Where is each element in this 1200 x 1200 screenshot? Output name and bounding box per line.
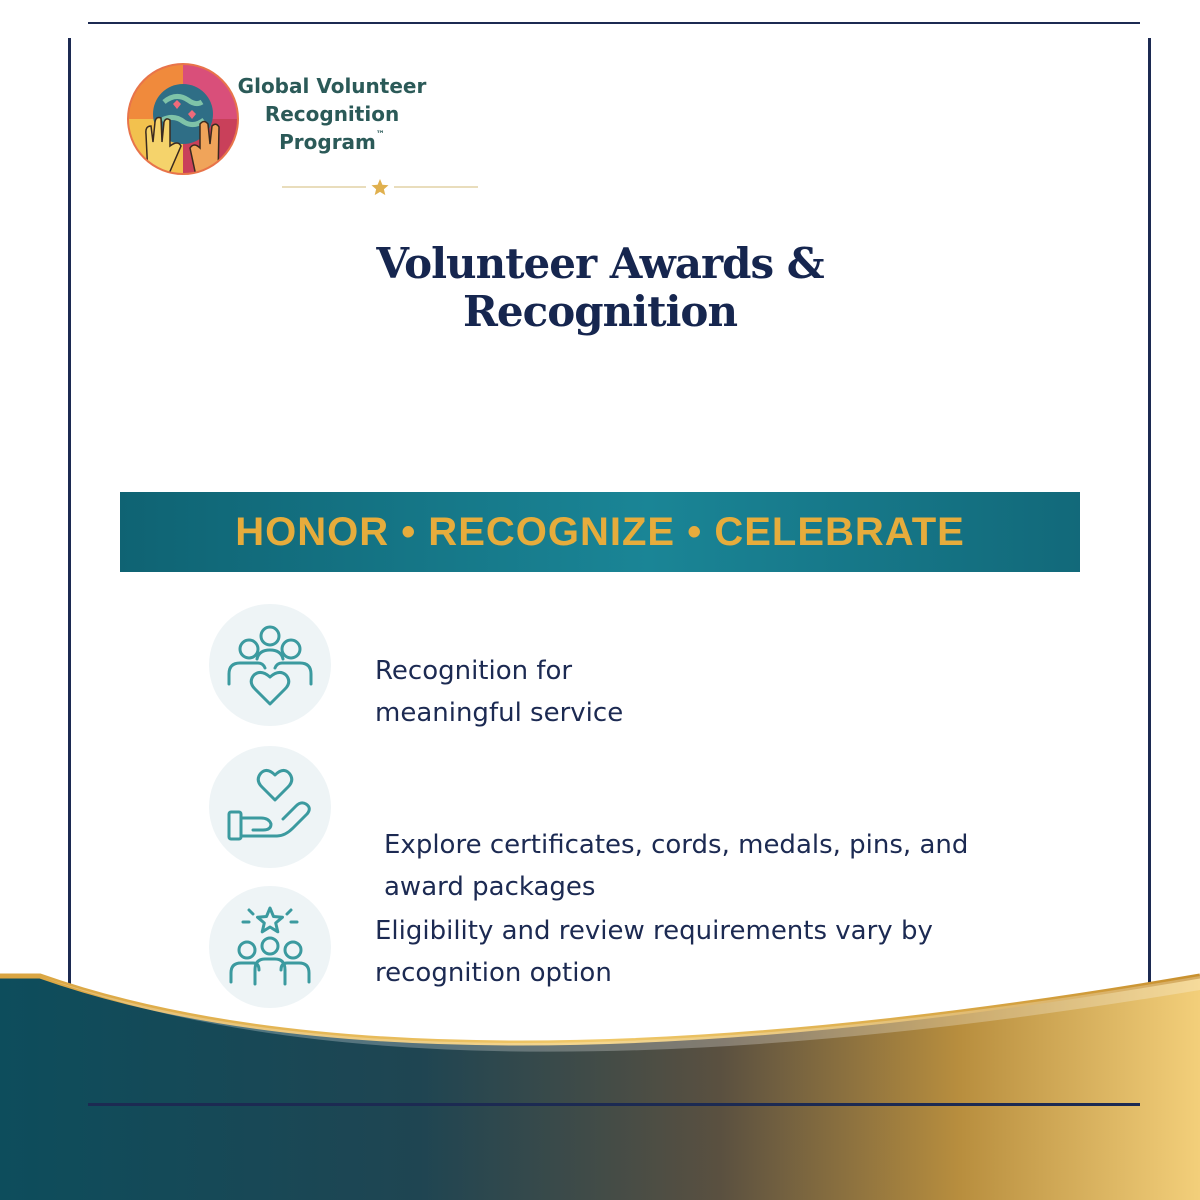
feature-1 [375,650,623,734]
frame-left-border [68,38,71,1000]
page-title [300,240,900,336]
program-name [232,72,432,156]
program-logo [126,62,240,176]
feature-2-line1: Explore certificates, cords, medals, pins, and [384,830,969,860]
feature-2-line2: award packages [384,872,596,902]
program-name-word: Program [279,130,376,154]
star-icon [372,179,389,195]
star-divider [282,176,478,198]
feature-3-line2: recognition option [375,958,612,988]
frame-bottom-border [88,1103,1140,1106]
tagline-banner [120,492,1080,572]
feature-1-line1: Recognition for [375,656,573,686]
program-name-line1: Global Volunteer [237,74,427,98]
feature-1-line2: meaningful service [375,698,624,728]
tagline-text: HONOR • RECOGNIZE • CELEBRATE [235,509,965,554]
bottom-wave-decoration [0,960,1200,1200]
trademark-mark: ™ [375,130,385,140]
feature-2 [384,824,968,908]
program-name-line3 [232,128,432,156]
title-line1: Volunteer Awards & [376,239,824,288]
frame-top-border [88,22,1140,24]
title-line2: Recognition [463,287,737,336]
group-heart-icon [209,604,331,726]
program-name-line2: Recognition [264,102,400,126]
feature-3-line1: Eligibility and review requirements vary by [375,916,933,946]
hand-heart-icon [209,746,331,868]
frame-right-border [1148,38,1151,1000]
